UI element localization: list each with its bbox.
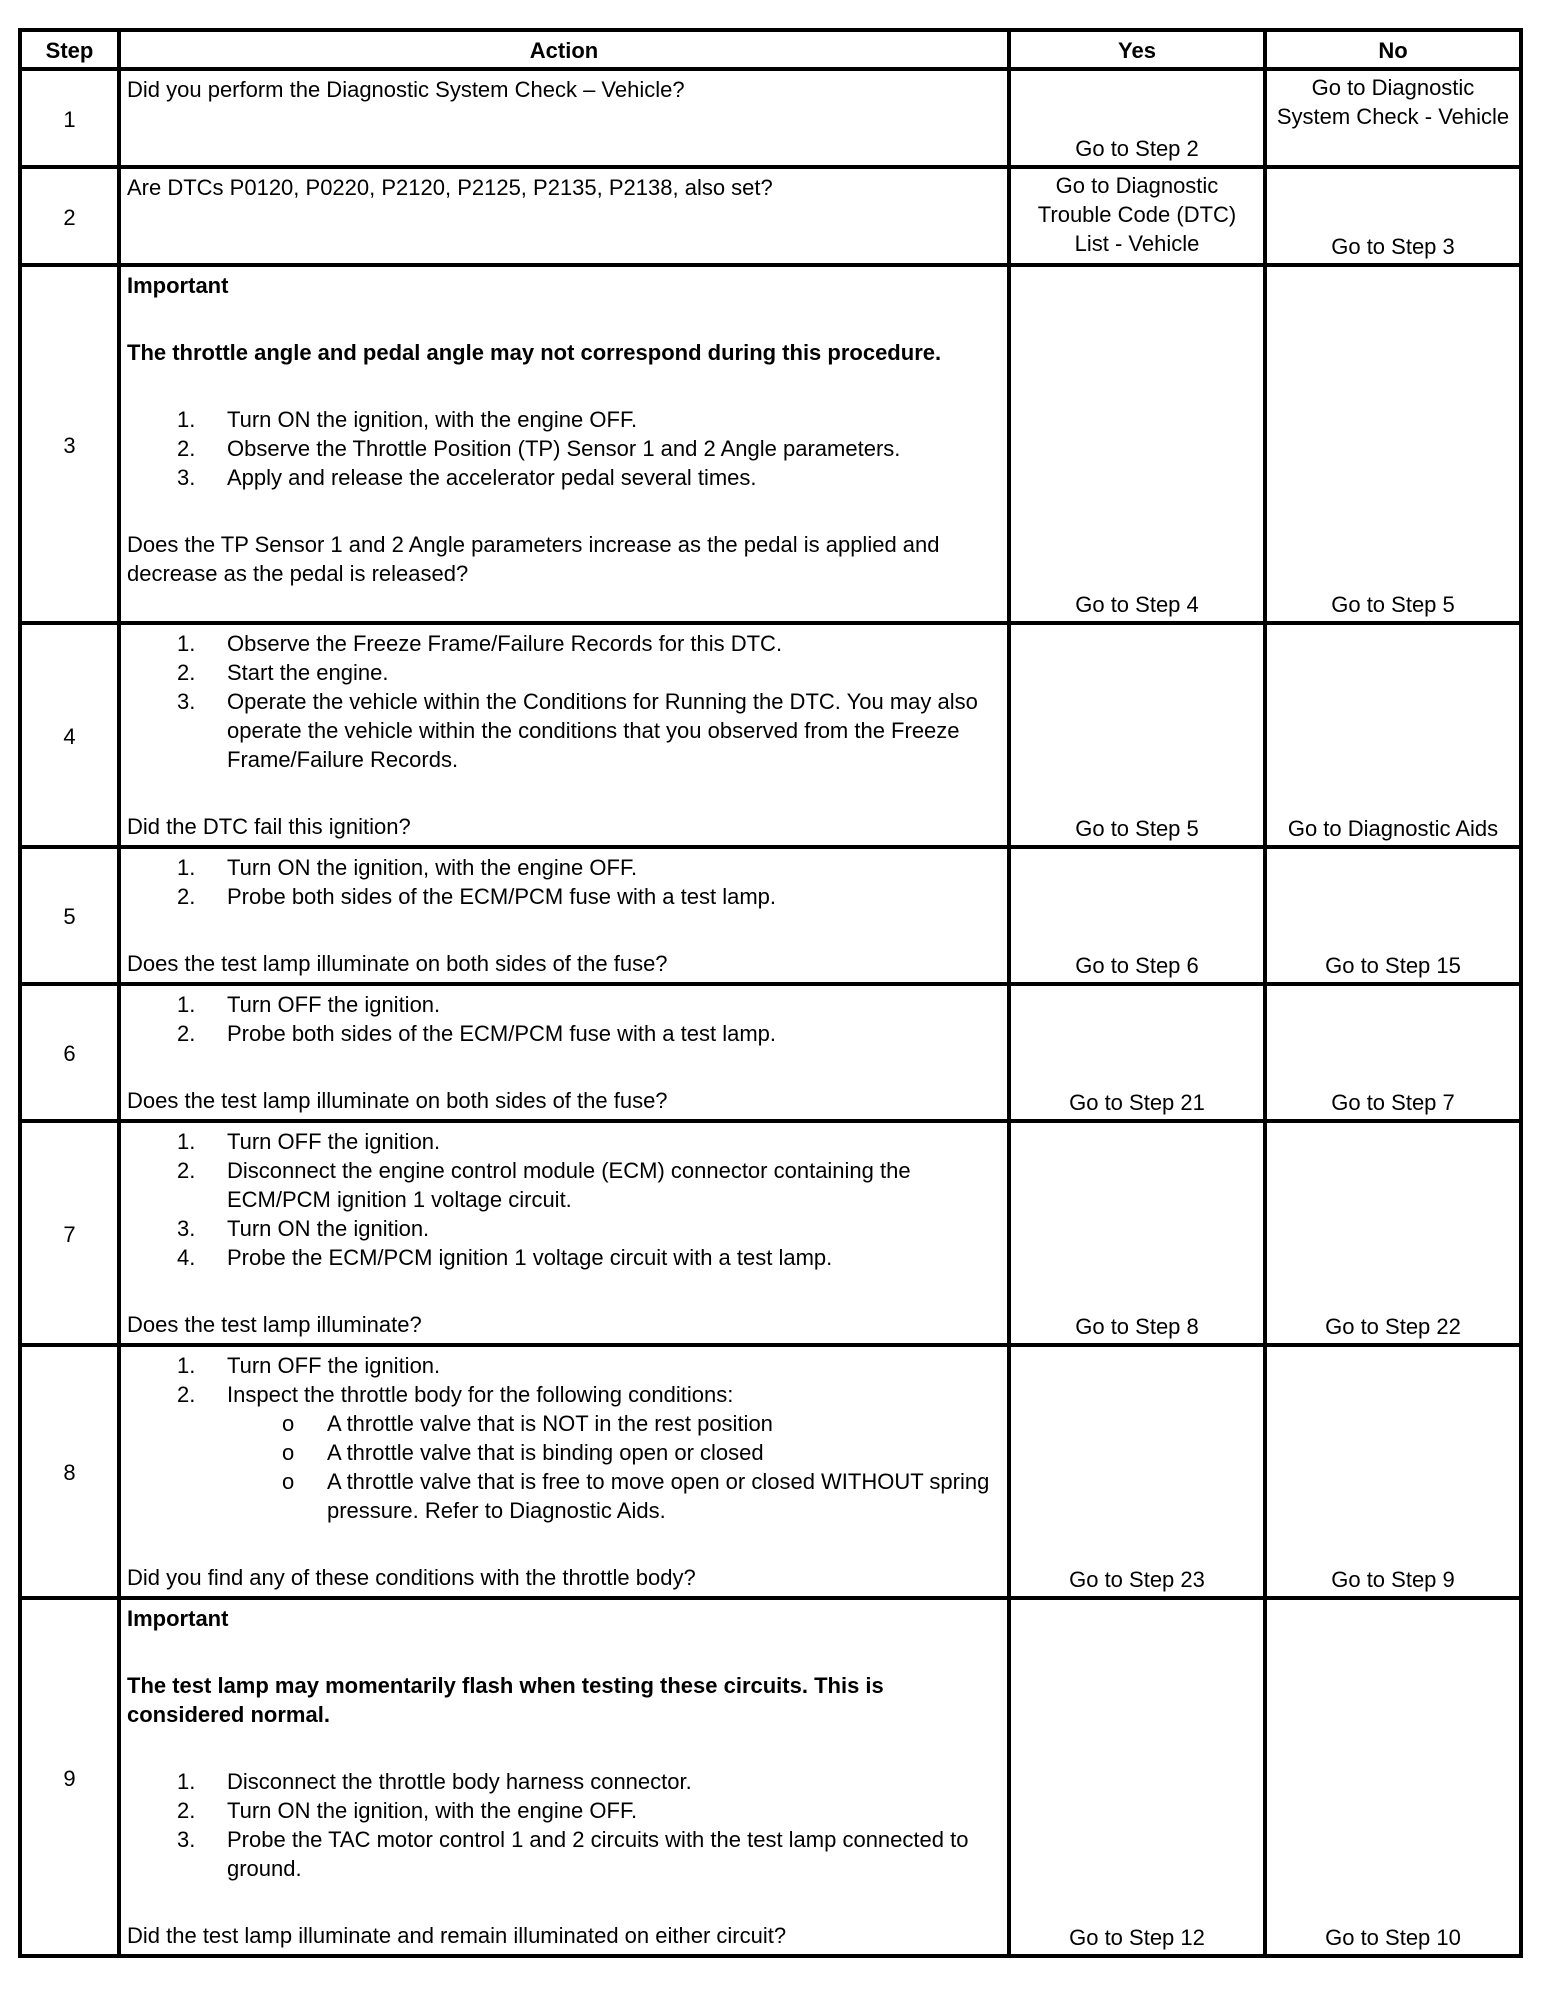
bullet-icon: o xyxy=(282,1469,295,1494)
list-number: 1. xyxy=(177,1129,196,1154)
question-text: Did you find any of these conditions with the throttle body? xyxy=(127,1565,696,1590)
bullet-icon: o xyxy=(282,1440,295,1465)
list-number: 3. xyxy=(177,1216,196,1241)
question-text: Does the test lamp illuminate? xyxy=(127,1312,422,1337)
action-cell xyxy=(119,1345,1009,1598)
table-row xyxy=(20,1598,1521,1956)
list-text: A throttle valve that is free to move open or closed WITHOUT spring pressure. Refer to Diagnostic Aids. xyxy=(327,1469,990,1523)
action-cell xyxy=(119,1598,1009,1956)
list-text: Turn OFF the ignition. xyxy=(227,1129,441,1154)
no-cell: Go to Step 7 xyxy=(1265,984,1521,1121)
no-cell: Go to Diagnostic System Check - Vehicle xyxy=(1265,69,1521,167)
action-cell xyxy=(119,265,1009,623)
step-number: 3 xyxy=(20,265,119,623)
list-number: 2. xyxy=(177,1798,196,1823)
yes-cell: Go to Diagnostic Trouble Code (DTC) List - Vehicle xyxy=(1009,167,1265,265)
step-number: 1 xyxy=(20,69,119,167)
list-item xyxy=(127,1243,1001,1272)
step-list xyxy=(127,1351,1001,1409)
table-row xyxy=(20,847,1521,984)
list-item xyxy=(127,1380,1001,1409)
table-row xyxy=(20,984,1521,1121)
list-text: Observe the Freeze Frame/Failure Records for this DTC. xyxy=(227,631,783,656)
no-cell: Go to Step 22 xyxy=(1265,1121,1521,1345)
list-text: Start the engine. xyxy=(227,660,389,685)
list-text: Disconnect the throttle body harness connector. xyxy=(227,1769,692,1794)
table-row xyxy=(20,265,1521,623)
list-number: 2. xyxy=(177,660,196,685)
yes-cell: Go to Step 4 xyxy=(1009,265,1265,623)
list-number: 1. xyxy=(177,631,196,656)
list-number: 1. xyxy=(177,1769,196,1794)
list-number: 4. xyxy=(177,1245,196,1270)
list-item xyxy=(127,687,1001,774)
list-text: Turn ON the ignition. xyxy=(227,1216,430,1241)
list-item xyxy=(127,1351,1001,1380)
step-number: 8 xyxy=(20,1345,119,1598)
step-list xyxy=(127,405,1001,492)
action-cell xyxy=(119,623,1009,847)
list-text: Probe both sides of the ECM/PCM fuse with a test lamp. xyxy=(227,884,777,909)
list-number: 3. xyxy=(177,465,196,490)
list-text: Turn OFF the ignition. xyxy=(227,1353,441,1378)
list-number: 2. xyxy=(177,436,196,461)
header-action: Action xyxy=(119,30,1009,69)
step-number: 6 xyxy=(20,984,119,1121)
step-number: 4 xyxy=(20,623,119,847)
list-item xyxy=(127,1409,1001,1438)
list-text: Turn ON the ignition, with the engine OFF. xyxy=(227,1798,638,1823)
step-list xyxy=(127,1127,1001,1272)
list-text: Probe both sides of the ECM/PCM fuse with a test lamp. xyxy=(227,1021,777,1046)
yes-cell: Go to Step 21 xyxy=(1009,984,1265,1121)
question-text: Does the TP Sensor 1 and 2 Angle parameters increase as the pedal is applied and decrease as the pedal is released? xyxy=(127,532,940,586)
no-cell: Go to Diagnostic Aids xyxy=(1265,623,1521,847)
list-item xyxy=(127,463,1001,492)
list-item xyxy=(127,434,1001,463)
question-text: Did you perform the Diagnostic System Check – Vehicle? xyxy=(127,77,685,102)
list-text: Probe the TAC motor control 1 and 2 circuits with the test lamp connected to ground. xyxy=(227,1827,969,1881)
condition-list xyxy=(127,1409,1001,1525)
list-number: 2. xyxy=(177,884,196,909)
list-item xyxy=(127,658,1001,687)
list-item xyxy=(127,1467,1001,1525)
list-number: 1. xyxy=(177,855,196,880)
list-item xyxy=(127,1767,1001,1796)
list-number: 3. xyxy=(177,1827,196,1852)
list-item xyxy=(127,853,1001,882)
list-item xyxy=(127,882,1001,911)
action-cell xyxy=(119,167,1009,265)
list-text: Turn ON the ignition, with the engine OFF. xyxy=(227,407,638,432)
yes-cell: Go to Step 5 xyxy=(1009,623,1265,847)
question-text: Are DTCs P0120, P0220, P2120, P2125, P2135, P2138, also set? xyxy=(127,175,773,200)
list-item xyxy=(127,1825,1001,1883)
question-text: Does the test lamp illuminate on both sides of the fuse? xyxy=(127,1088,668,1113)
list-text: Turn OFF the ignition. xyxy=(227,992,441,1017)
list-item xyxy=(127,1127,1001,1156)
important-text: The test lamp may momentarily flash when testing these circuits. This is considered normal. xyxy=(127,1673,884,1727)
list-number: 1. xyxy=(177,992,196,1017)
table-row xyxy=(20,1345,1521,1598)
list-item xyxy=(127,1214,1001,1243)
header-step: Step xyxy=(20,30,119,69)
no-cell: Go to Step 3 xyxy=(1265,167,1521,265)
list-text: Turn ON the ignition, with the engine OFF. xyxy=(227,855,638,880)
header-no: No xyxy=(1265,30,1521,69)
table-row xyxy=(20,1121,1521,1345)
yes-cell: Go to Step 6 xyxy=(1009,847,1265,984)
list-item xyxy=(127,1438,1001,1467)
action-cell xyxy=(119,984,1009,1121)
step-number: 2 xyxy=(20,167,119,265)
no-cell: Go to Step 15 xyxy=(1265,847,1521,984)
list-text: Observe the Throttle Position (TP) Sensor 1 and 2 Angle parameters. xyxy=(227,436,901,461)
action-cell xyxy=(119,847,1009,984)
step-number: 5 xyxy=(20,847,119,984)
action-cell xyxy=(119,1121,1009,1345)
list-number: 2. xyxy=(177,1021,196,1046)
list-item xyxy=(127,1019,1001,1048)
bullet-icon: o xyxy=(282,1411,295,1436)
table-row xyxy=(20,623,1521,847)
list-item xyxy=(127,1156,1001,1214)
list-number: 1. xyxy=(177,1353,196,1378)
question-text: Did the test lamp illuminate and remain illuminated on either circuit? xyxy=(127,1923,787,1948)
no-cell: Go to Step 5 xyxy=(1265,265,1521,623)
important-title: Important xyxy=(127,273,229,298)
list-text: Inspect the throttle body for the following conditions: xyxy=(227,1382,734,1407)
list-number: 2. xyxy=(177,1382,196,1407)
no-cell: Go to Step 10 xyxy=(1265,1598,1521,1956)
list-item xyxy=(127,405,1001,434)
list-text: Probe the ECM/PCM ignition 1 voltage circuit with a test lamp. xyxy=(227,1245,833,1270)
header-row xyxy=(20,30,1521,69)
important-title: Important xyxy=(127,1606,229,1631)
yes-cell: Go to Step 2 xyxy=(1009,69,1265,167)
list-text: A throttle valve that is NOT in the rest position xyxy=(327,1411,773,1436)
list-number: 2. xyxy=(177,1158,196,1183)
list-item xyxy=(127,629,1001,658)
question-text: Did the DTC fail this ignition? xyxy=(127,814,411,839)
no-cell: Go to Step 9 xyxy=(1265,1345,1521,1598)
table-row xyxy=(20,69,1521,167)
diagnostic-table xyxy=(18,28,1523,1958)
step-list xyxy=(127,853,1001,911)
list-text: Disconnect the engine control module (ECM) connector containing the ECM/PCM ignition 1 voltage circuit. xyxy=(227,1158,911,1212)
step-list xyxy=(127,990,1001,1048)
yes-cell: Go to Step 12 xyxy=(1009,1598,1265,1956)
important-text: The throttle angle and pedal angle may not correspond during this procedure. xyxy=(127,340,942,365)
action-cell xyxy=(119,69,1009,167)
list-text: Operate the vehicle within the Conditions for Running the DTC. You may also operate the vehicle within the conditions that you observed from the Freeze Frame/Failure Records. xyxy=(227,689,978,772)
step-list xyxy=(127,1767,1001,1883)
list-number: 1. xyxy=(177,407,196,432)
list-number: 3. xyxy=(177,689,196,714)
step-number: 9 xyxy=(20,1598,119,1956)
list-item xyxy=(127,1796,1001,1825)
list-item xyxy=(127,990,1001,1019)
header-yes: Yes xyxy=(1009,30,1265,69)
list-text: A throttle valve that is binding open or closed xyxy=(327,1440,764,1465)
step-list xyxy=(127,629,1001,774)
yes-cell: Go to Step 8 xyxy=(1009,1121,1265,1345)
table-row xyxy=(20,167,1521,265)
yes-cell: Go to Step 23 xyxy=(1009,1345,1265,1598)
step-number: 7 xyxy=(20,1121,119,1345)
list-text: Apply and release the accelerator pedal several times. xyxy=(227,465,757,490)
question-text: Does the test lamp illuminate on both sides of the fuse? xyxy=(127,951,668,976)
